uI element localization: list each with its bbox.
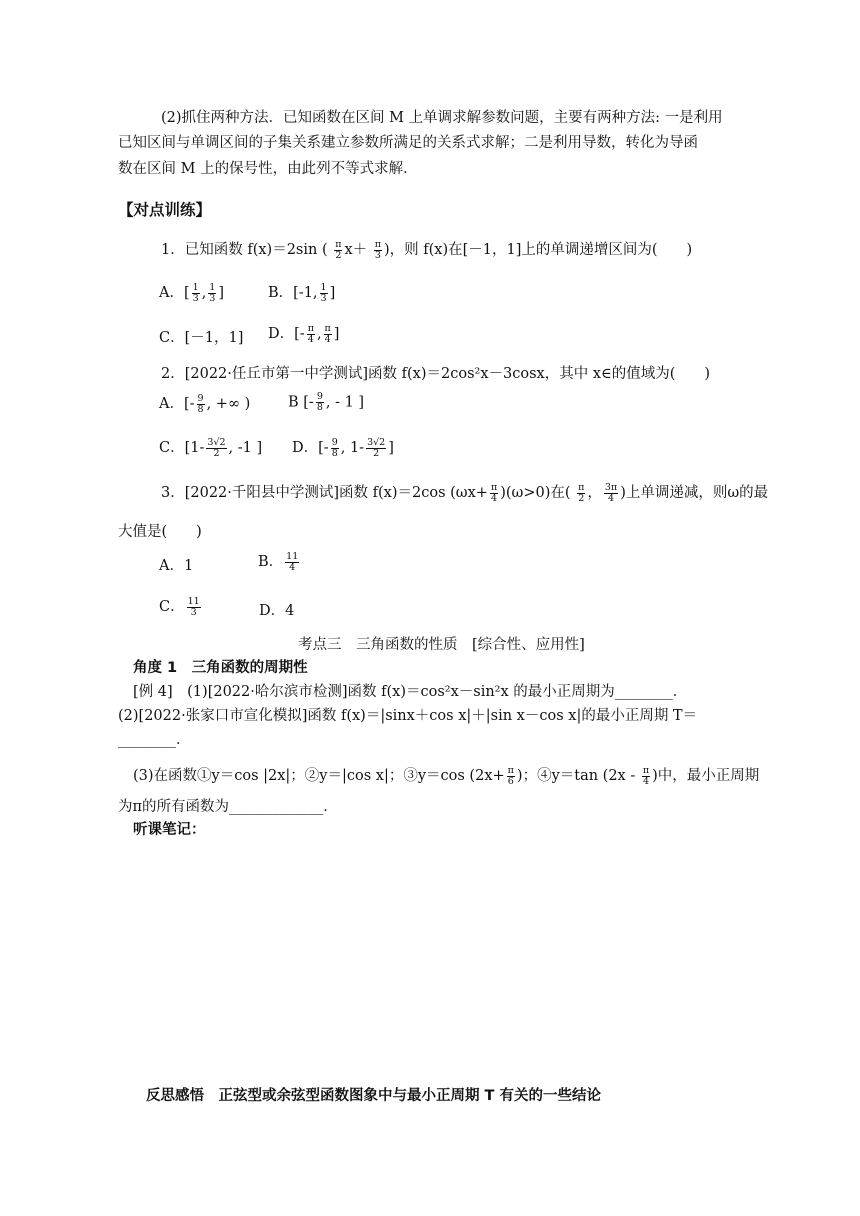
q1-option-b[interactable]: B．[-1, $\frac{1}{3}$ ] bbox=[268, 281, 336, 304]
q1-stem-b: x＋ bbox=[344, 242, 368, 258]
q1-option-c[interactable]: C．[－1，1] bbox=[159, 330, 244, 346]
q3-stem-continued: 大值是( ) bbox=[118, 524, 202, 540]
ex4-line-3: ________． bbox=[118, 732, 191, 748]
q2-stem: 2．[2022·任丘市第一中学测试]函数 f(x)＝2cos²x－3cosx，其中 x∈的值域为( ) bbox=[161, 366, 711, 382]
method-line-3: 数在区间 M 上的保号性，由此列不等式求解． bbox=[118, 161, 418, 177]
q3-stem: 3．[2022·千阳县中学测试]函数 f(x)＝2cos (ωx+ $\frac{\pi}{4}$ )(ω>0)在( $\frac{\pi}{2}$ ， $\frac{3\pi}{4}$ )上单调递减，则ω的最 bbox=[161, 481, 769, 504]
q2-option-a[interactable]: A．[- $\frac{9}{8}$ , +∞ ) bbox=[159, 392, 251, 415]
q2-option-b[interactable]: B [- $\frac{9}{8}$ , - 1 ] bbox=[288, 391, 365, 413]
ex4-line-4: (3)在函数①y＝cos |2x|；②y＝|cos x|；③y＝cos (2x+ $\frac{\pi}{6}$ )；④y＝tan (2x - $\frac{\pi}{4}$ )中，最小正周期 bbox=[133, 764, 760, 787]
angle-title: 角度 1 三角函数的周期性 bbox=[133, 660, 308, 676]
q3-option-a[interactable]: A．1 bbox=[159, 558, 194, 574]
ex4-line-5: 为π的所有函数为_____________． bbox=[118, 799, 338, 815]
training-heading: 【对点训练】 bbox=[118, 201, 212, 219]
q2-option-d[interactable]: D．[- $\frac{9}{8}$ , 1- $\frac{3√2}{2}$ ] bbox=[292, 436, 394, 459]
section-title: 考点三 三角函数的性质 [综合性、应用性] bbox=[298, 637, 585, 653]
q3-option-b[interactable]: B． $\frac{11}{4}$ bbox=[258, 550, 299, 573]
q1-fraction-1: $\frac{\pi}{2}$ bbox=[335, 238, 342, 261]
method-line-1: (2)抓住两种方法．已知函数在区间 M 上单调求解参数问题，主要有两种方法: 一是利用 bbox=[161, 110, 723, 126]
q2-option-c[interactable]: C．[1- $\frac{3√2}{2}$ , -1 ] bbox=[159, 436, 263, 459]
method-line-2: 已知区间与单调区间的子集关系建立参数所满足的关系式求解；二是利用导数，转化为导函 bbox=[118, 135, 698, 151]
notes-label: 听课笔记： bbox=[133, 822, 206, 838]
q1-fraction-2: $\frac{\pi}{3}$ bbox=[374, 238, 382, 261]
q1-stem-a: 1．已知函数 f(x)＝2sin ( bbox=[161, 242, 328, 258]
q1-option-a[interactable]: A．[ $\frac{1}{3}$ , $\frac{1}{3}$ ] bbox=[159, 281, 225, 304]
reflection-heading: 反思感悟 正弦型或余弦型函数图象中与最小正周期 T 有关的一些结论 bbox=[146, 1088, 601, 1104]
q3-option-c[interactable]: C． $\frac{11}{3}$ bbox=[159, 595, 200, 618]
ex4-line-1: [例 4] (1)[2022·哈尔滨市检测]函数 f(x)＝cos²x－sin²x 的最小正周期为________． bbox=[133, 684, 688, 700]
q1-stem-c: )，则 f(x)在[－1，1]上的单调递增区间为( ) bbox=[384, 242, 693, 258]
q1-option-d[interactable]: D．[- $\frac{\pi}{4}$ , $\frac{\pi}{4}$ ] bbox=[268, 322, 340, 345]
q1-stem bbox=[161, 238, 692, 261]
ex4-line-2: (2)[2022·张家口市宣化模拟]函数 f(x)＝|sinx＋cos x|＋|sin x－cos x|的最小正周期 T＝ bbox=[118, 708, 698, 724]
q3-option-d[interactable]: D．4 bbox=[259, 603, 295, 619]
